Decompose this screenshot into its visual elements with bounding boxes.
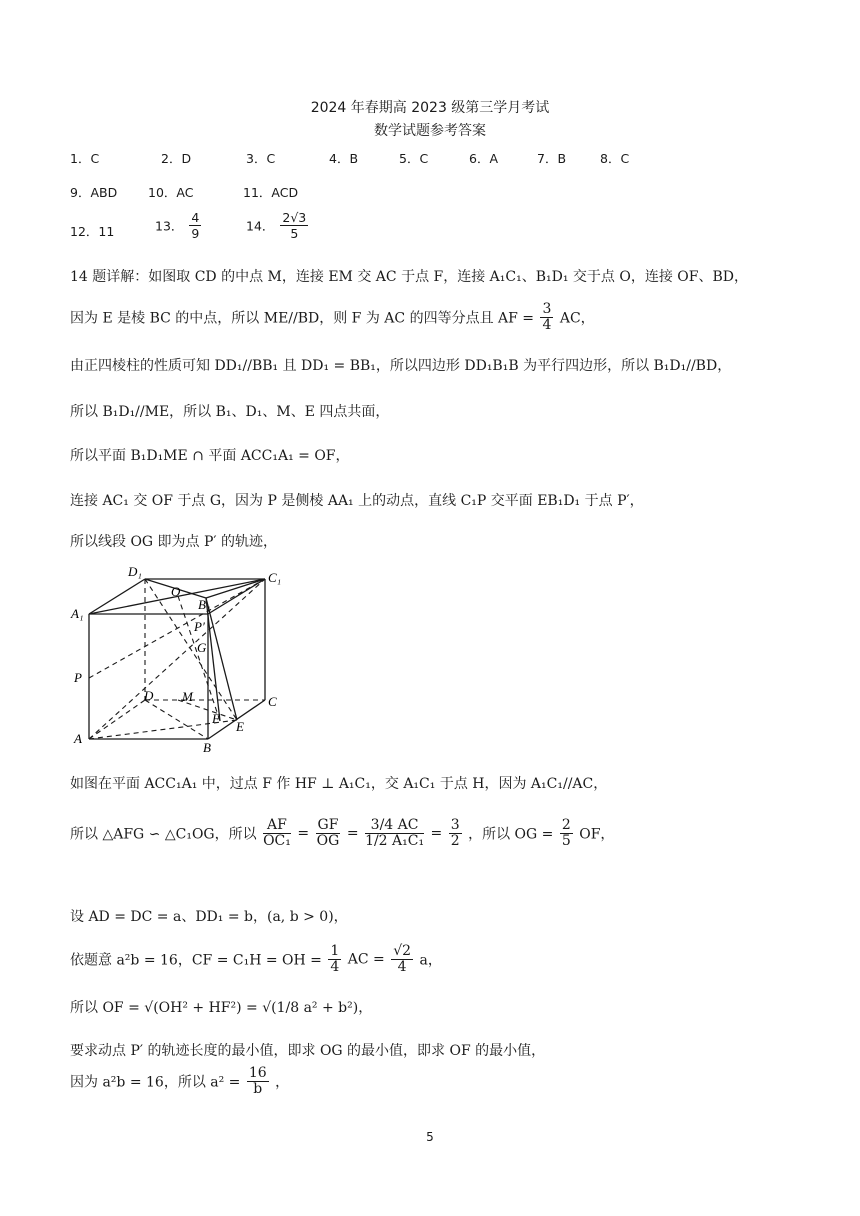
fraction-numerator: AF: [263, 818, 291, 834]
label-B: B: [203, 740, 211, 755]
fraction-root2-over-4: [391, 944, 413, 975]
label-E: E: [236, 719, 244, 734]
solution-text: 因为 a²b = 16，所以 a² =: [70, 1074, 241, 1091]
prism-figure: [70, 560, 300, 760]
solution-line-8: 如图在平面 ACC₁A₁ 中，过点 F 作 HF ⊥ A₁C₁，交 A₁C₁ 于点 H，因为 A₁C₁//AC，: [70, 776, 608, 792]
answer-8: 8．C: [600, 151, 630, 166]
solution-line-2: [70, 302, 595, 333]
label-P: P: [74, 670, 82, 685]
solution-line-9: [70, 818, 614, 849]
answer-2: 2．D: [161, 151, 192, 166]
solution-line-13: 要求动点 P′ 的轨迹长度的最小值，即求 OG 的最小值，即求 OF 的最小值，: [70, 1043, 546, 1059]
header-title: 2024 年春期高 2023 级第三学月考试: [310, 100, 550, 116]
solution-line-14: [70, 1066, 289, 1097]
solution-line-12: 所以 OF = √(OH² + HF²) = √(1/8 a² + b²)，: [70, 1000, 373, 1016]
answer-12: 12．11: [70, 224, 115, 239]
fraction-compound: [365, 818, 424, 849]
fraction-gf-og: [316, 818, 341, 849]
label-M: M: [182, 689, 193, 704]
fraction-numerator: 4: [191, 210, 200, 225]
fraction-numerator: √2: [393, 943, 412, 959]
fraction-numerator: 1: [330, 943, 340, 959]
answer-13-fraction: [189, 210, 201, 241]
fraction-denominator: 4: [397, 959, 407, 975]
answer-13-label: 13．: [155, 218, 184, 234]
label-P-prime: P′: [194, 619, 205, 634]
solution-text: a，: [419, 952, 442, 969]
solution-text: AC =: [347, 951, 385, 968]
fraction-denominator: 1/2 A₁C₁: [365, 833, 425, 849]
solution-line-4: 所以 B₁D₁//ME，所以 B₁、D₁、M、E 四点共面，: [70, 404, 390, 420]
fraction-three-halves: [449, 818, 462, 849]
fraction-numerator: 3/4 AC: [365, 818, 424, 834]
answer-13: [155, 210, 203, 241]
answer-14-label: 14．: [246, 218, 275, 234]
fraction-numerator: 2√3: [282, 210, 307, 225]
solution-text: 因为 E 是棱 BC 的中点，所以 ME//BD，则 F 为 AC 的四等分点且 AF =: [70, 310, 535, 327]
answer-10: 10．AC: [148, 185, 194, 200]
fraction-numerator: 3: [450, 817, 460, 833]
fraction-numerator: 16: [248, 1065, 267, 1081]
page-number: 5: [426, 1130, 434, 1144]
label-O: O: [171, 584, 181, 599]
fraction-denominator: 4: [542, 317, 552, 333]
fraction-denominator: 9: [191, 226, 200, 241]
solution-line-1: 14 题详解：如图取 CD 的中点 M，连接 EM 交 AC 于点 F，连接 A₁C₁、B₁D₁ 交于点 O，连接 OF、BD，: [70, 269, 748, 285]
label-F: F: [212, 711, 220, 726]
solution-line-10: 设 AD = DC = a、DD₁ = b，(a, b > 0)，: [70, 909, 348, 925]
answer-14-fraction: [280, 210, 308, 241]
fraction-numerator: GF: [317, 817, 339, 833]
fraction-16-over-b: [247, 1066, 269, 1097]
fraction-numerator: 2: [561, 817, 571, 833]
fraction-three-quarters: [540, 302, 553, 333]
solution-text: 依题意 a²b = 16，CF = C₁H = OH =: [70, 952, 322, 969]
label-C1: C₁: [268, 570, 282, 585]
solution-text: 所以 △AFG ∽ △C₁OG，所以: [70, 826, 257, 843]
solution-text: AC，: [559, 310, 595, 327]
label-D1: D₁: [128, 564, 142, 579]
fraction-af-oc1: [263, 818, 291, 849]
fraction-numerator: 3: [542, 301, 552, 317]
fraction-denominator: OC₁: [263, 833, 291, 849]
label-A: A: [74, 731, 82, 746]
equals-sign: =: [297, 825, 310, 842]
solution-text: OF，: [579, 826, 615, 843]
equals-sign: =: [430, 825, 443, 842]
answer-6: 6．A: [469, 151, 499, 166]
equals-sign: =: [346, 825, 359, 842]
answer-11: 11．ACD: [243, 185, 299, 200]
solution-text: ，所以 OG =: [468, 826, 554, 843]
label-D: D: [144, 688, 154, 703]
solution-line-5: 所以平面 B₁D₁ME ∩ 平面 ACC₁A₁ = OF，: [70, 448, 350, 464]
answer-3: 3．C: [246, 151, 276, 166]
fraction-denominator: 4: [330, 959, 340, 975]
answer-1: 1．C: [70, 151, 100, 166]
label-B1: B₁: [198, 597, 211, 612]
solution-line-3: 由正四棱柱的性质可知 DD₁//BB₁ 且 DD₁ = BB₁，所以四边形 DD₁B₁B 为平行四边形，所以 B₁D₁//BD，: [70, 358, 732, 374]
answer-14: [246, 210, 310, 241]
fraction-denominator: 5: [561, 833, 571, 849]
fraction-one-quarter: [328, 944, 341, 975]
header-subtitle: 数学试题参考答案: [374, 123, 486, 139]
fraction-denominator: 5: [290, 226, 299, 241]
fraction-denominator: OG: [316, 833, 340, 849]
label-A1: A₁: [71, 606, 84, 621]
answer-5: 5．C: [399, 151, 429, 166]
solution-text: ，: [275, 1074, 290, 1091]
fraction-two-fifths: [560, 818, 573, 849]
solution-line-11: [70, 944, 442, 975]
solution-line-7: 所以线段 OG 即为点 P′ 的轨迹，: [70, 534, 278, 550]
label-G: G: [197, 640, 207, 655]
label-C: C: [268, 694, 277, 709]
answer-4: 4．B: [329, 151, 359, 166]
solution-line-6: 连接 AC₁ 交 OF 于点 G，因为 P 是侧棱 AA₁ 上的动点，直线 C₁P 交平面 EB₁D₁ 于点 P′，: [70, 493, 644, 509]
answer-7: 7．B: [537, 151, 567, 166]
answer-9: 9．ABD: [70, 185, 118, 200]
fraction-denominator: b: [253, 1081, 263, 1097]
fraction-denominator: 2: [450, 833, 460, 849]
